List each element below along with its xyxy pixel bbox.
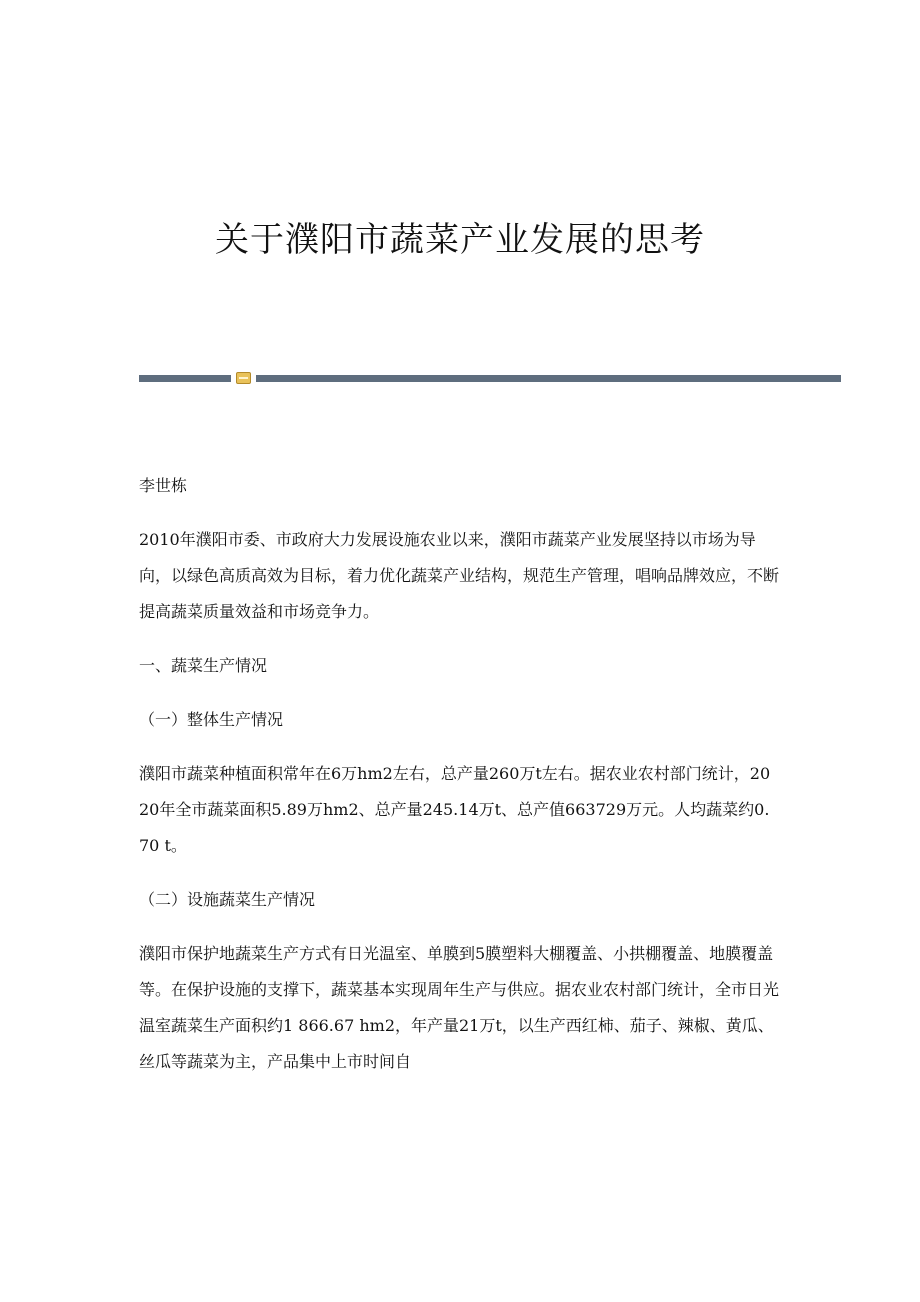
divider-bar-right <box>256 375 841 382</box>
subsection-heading-2: （二）设施蔬菜生产情况 <box>139 890 316 909</box>
divider-bar-left <box>139 375 231 382</box>
divider-ornament-icon <box>236 372 251 384</box>
paragraph-facility-production: 濮阳市保护地蔬菜生产方式有日光温室、单膜到5膜塑料大棚覆盖、小拱棚覆盖、地膜覆盖等。在保护设施的支撑下，蔬菜基本实现周年生产与供应。据农业农村部门统计，全市日光温室蔬菜生产面积约1 866.67 hm2，年产量21万t，以生产西红柿、茄子、辣椒、黄瓜、丝瓜等蔬菜为主，产品集中上市时间自 <box>139 944 780 1071</box>
author-name: 李世栋 <box>139 476 188 495</box>
section-heading-1: 一、蔬菜生产情况 <box>139 656 268 675</box>
document-title: 关于濮阳市蔬菜产业发展的思考 <box>215 220 705 260</box>
title-divider <box>139 371 841 385</box>
subsection-heading-1: （一）整体生产情况 <box>139 710 284 729</box>
document-body <box>139 468 779 1098</box>
paragraph-overall-production: 濮阳市蔬菜种植面积常年在6万hm2左右，总产量260万t左右。据农业农村部门统计，2020年全市蔬菜面积5.89万hm2、总产量245.14万t、总产值663729万元。人均蔬菜约0.70 t。 <box>139 764 771 855</box>
paragraph-intro: 2010年濮阳市委、市政府大力发展设施农业以来，濮阳市蔬菜产业发展坚持以市场为导向，以绿色高质高效为目标，着力优化蔬菜产业结构，规范生产管理，唱响品牌效应，不断提高蔬菜质量效益和市场竞争力。 <box>139 530 780 621</box>
